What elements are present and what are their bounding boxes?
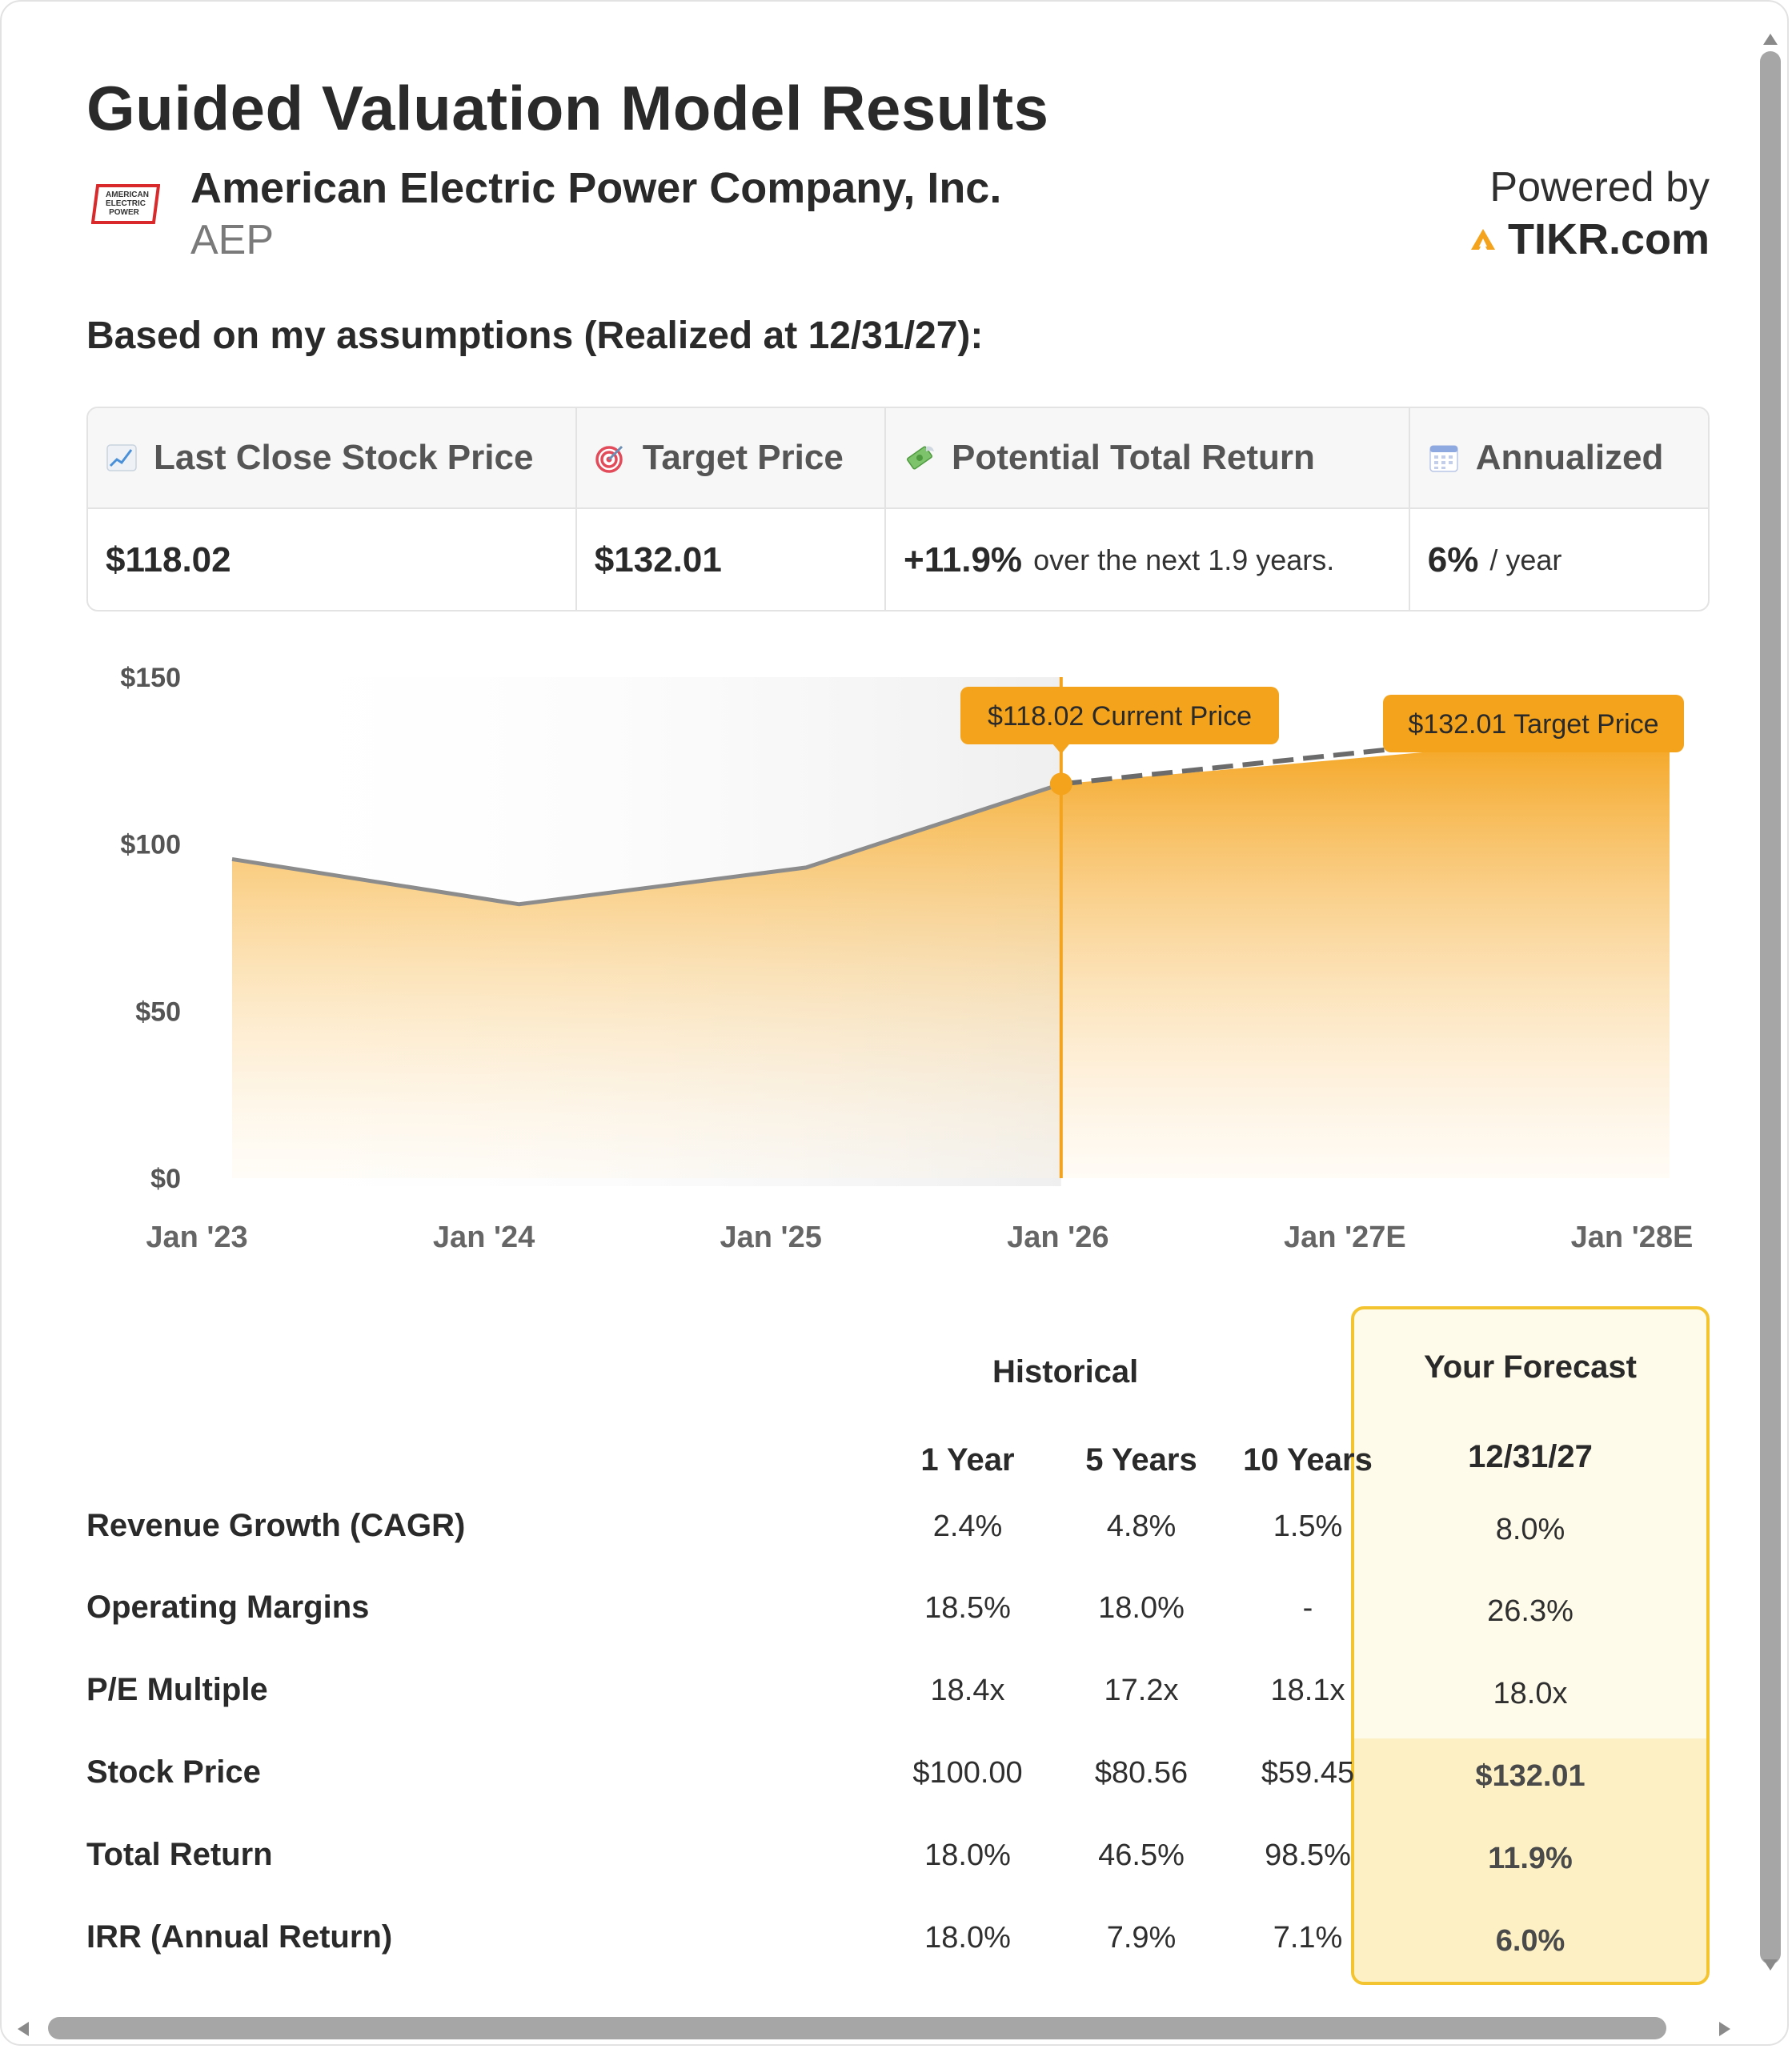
vertical-scroll-thumb[interactable] — [1760, 51, 1781, 1964]
current-price-dot — [1050, 772, 1072, 795]
row-label: Operating Margins — [86, 1590, 370, 1625]
table-cell: 4.8% — [1106, 1510, 1177, 1543]
table-cell: 46.5% — [1098, 1838, 1185, 1872]
forecast-cell: 6.0% — [1495, 1924, 1565, 1958]
calendar-icon — [1428, 442, 1460, 474]
row-label: Revenue Growth (CAGR) — [86, 1508, 466, 1543]
table-cell: 18.0% — [924, 1921, 1011, 1955]
target-price-tooltip — [1383, 695, 1684, 752]
brand-text: TIKR.com — [1507, 215, 1710, 263]
table-cell: 2.4% — [932, 1510, 1003, 1543]
target-price-value: $132.01 — [577, 509, 886, 611]
table-cell: 7.9% — [1106, 1921, 1177, 1955]
table-cell: 7.1% — [1273, 1921, 1343, 1955]
header-label: Annualized — [1475, 438, 1664, 477]
company-logo — [91, 182, 160, 226]
table-cell: 18.0% — [1098, 1591, 1185, 1625]
forecast-cell: 26.3% — [1487, 1594, 1574, 1628]
row-label: Stock Price — [86, 1754, 261, 1790]
table-cell: $100.00 — [912, 1756, 1023, 1790]
chart-increasing-icon — [106, 442, 138, 474]
tooltip-label: $132.01 Target Price — [1408, 709, 1659, 740]
summary-values-row — [88, 509, 1708, 611]
tikr-logo-icon — [1469, 227, 1497, 251]
horizontal-scrollbar[interactable] — [2, 2012, 1762, 2044]
forecast-date: 12/31/27 — [1468, 1439, 1593, 1474]
price-chart — [86, 642, 1710, 1282]
total-return-suffix: over the next 1.9 years. — [1033, 543, 1335, 576]
header-total-return — [886, 408, 1410, 507]
col-10-years: 10 Years — [1243, 1442, 1373, 1478]
tikr-brand-link[interactable] — [1469, 215, 1710, 264]
forecast-cell: 11.9% — [1488, 1842, 1573, 1875]
col-1-year: 1 Year — [920, 1442, 1015, 1478]
svg-text:POWER: POWER — [109, 208, 139, 217]
y-tick-label: $150 — [120, 663, 181, 693]
current-price-tooltip — [960, 687, 1279, 754]
header-last-close — [88, 408, 577, 507]
y-tick-label: $100 — [120, 829, 181, 860]
table-cell: 18.5% — [924, 1591, 1011, 1625]
header-label: Last Close Stock Price — [154, 438, 534, 477]
assumptions-heading: Based on my assumptions (Realized at 12/31/27): — [86, 315, 984, 357]
forecast-cell: 18.0x — [1493, 1677, 1568, 1710]
forecast-cell: 8.0% — [1495, 1513, 1565, 1546]
header-target — [577, 408, 886, 507]
summary-table — [86, 407, 1710, 611]
forecast-area — [1061, 731, 1670, 1178]
svg-text:AMERICAN: AMERICAN — [106, 190, 149, 199]
total-return-cell — [886, 509, 1410, 611]
header-label: Potential Total Return — [952, 438, 1315, 477]
last-close-value: $118.02 — [88, 509, 577, 611]
powered-by-label: Powered by — [1489, 164, 1710, 211]
scroll-right-icon[interactable] — [1719, 2022, 1730, 2036]
row-label: Total Return — [86, 1837, 273, 1872]
scroll-left-icon[interactable] — [18, 2022, 29, 2036]
x-tick-label: Jan '23 — [146, 1221, 248, 1254]
x-tick-label: Jan '25 — [720, 1221, 822, 1254]
x-tick-label: Jan '24 — [432, 1221, 535, 1254]
total-return-value: +11.9% — [904, 540, 1023, 579]
money-with-wings-icon — [904, 442, 936, 474]
table-cell: $80.56 — [1094, 1756, 1189, 1790]
col-5-years: 5 Years — [1085, 1442, 1197, 1478]
table-cell: 17.2x — [1104, 1674, 1179, 1707]
target-icon — [595, 442, 627, 474]
x-tick-label: Jan '27E — [1284, 1221, 1406, 1254]
ticker-symbol: AEP — [190, 217, 275, 263]
company-name: American Electric Power Company, Inc. — [190, 164, 1002, 212]
x-tick-label: Jan '26 — [1007, 1221, 1109, 1254]
forecast-column — [1351, 1306, 1710, 1985]
svg-text:ELECTRIC: ELECTRIC — [106, 199, 146, 208]
table-cell: - — [1302, 1591, 1313, 1625]
horizontal-scroll-thumb[interactable] — [48, 2017, 1666, 2039]
page-title: Guided Valuation Model Results — [86, 73, 1049, 143]
y-tick-label: $0 — [150, 1164, 181, 1194]
scroll-down-icon[interactable] — [1763, 1959, 1778, 1971]
metrics-table — [86, 1305, 1710, 1987]
header-annualized — [1410, 408, 1708, 507]
forecast-cell: $132.01 — [1475, 1759, 1586, 1793]
table-cell: 1.5% — [1273, 1510, 1343, 1543]
table-cell: 18.4x — [930, 1674, 1005, 1707]
table-cell: 18.0% — [924, 1838, 1011, 1872]
table-cell: 98.5% — [1265, 1838, 1351, 1872]
annualized-cell — [1410, 509, 1708, 611]
row-label: P/E Multiple — [86, 1672, 268, 1707]
annualized-value: 6% — [1427, 540, 1479, 579]
vertical-scrollbar[interactable] — [1758, 34, 1782, 1971]
x-tick-label: Jan '28E — [1570, 1221, 1694, 1254]
table-cell: 18.1x — [1270, 1674, 1345, 1707]
price-chart-svg — [86, 642, 1710, 1282]
y-tick-label: $50 — [135, 996, 181, 1028]
header-label: Target Price — [642, 438, 844, 477]
scroll-up-icon[interactable] — [1763, 34, 1778, 45]
forecast-title: Your Forecast — [1424, 1349, 1637, 1385]
annualized-suffix: / year — [1489, 543, 1562, 576]
tooltip-label: $118.02 Current Price — [987, 701, 1253, 732]
summary-header-row — [88, 408, 1708, 509]
table-cell: $59.45 — [1261, 1756, 1355, 1790]
row-label: IRR (Annual Return) — [86, 1919, 393, 1955]
historical-title: Historical — [992, 1354, 1139, 1389]
